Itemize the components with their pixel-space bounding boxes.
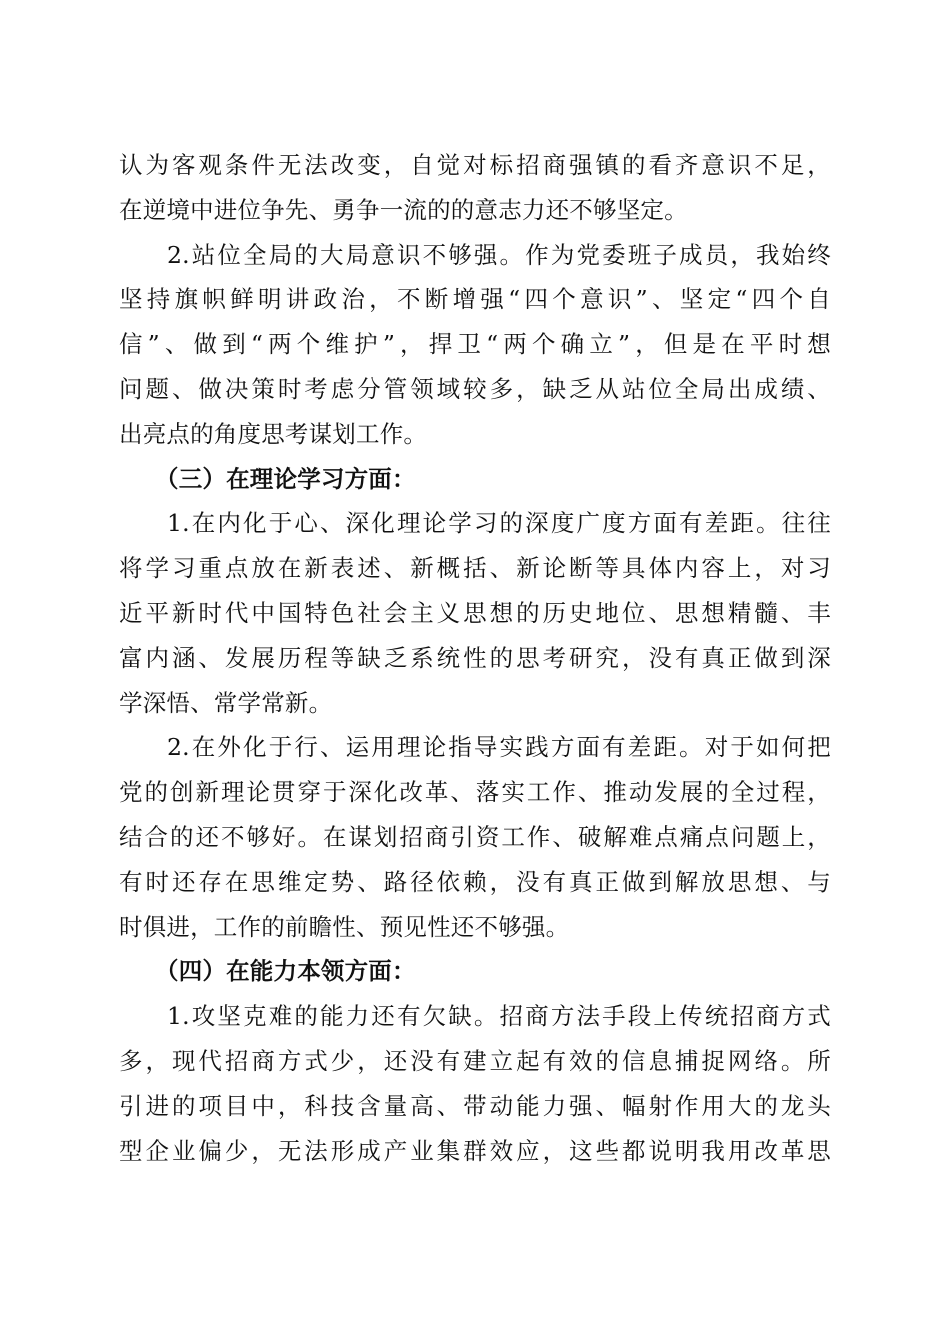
text-line: 富内涵、发展历程等缺乏系统性的思考研究，没有真正做到深 [119,643,831,672]
text-line: 多，现代招商方式少，还没有建立起有效的信息捕捉网络。所 [119,1046,831,1075]
text-line: 党的创新理论贯穿于深化改革、落实工作、推动发展的全过程， [119,778,831,807]
text-line: 在逆境中进位争先、勇争一流的的意志力还不够坚定。 [119,195,688,224]
paragraph-start-line: 2.在外化于行、运用理论指导实践方面有差距。对于如何把 [167,733,831,762]
text-line: 认为客观条件无法改变，自觉对标招商强镇的看齐意识不足， [119,151,831,179]
paragraph-start-line: 1.在内化于心、深化理论学习的深度广度方面有差距。往往 [167,509,831,538]
text-line: 坚持旗帜鲜明讲政治，不断增强“四个意识”、坚定“四个自 [119,285,831,314]
text-line: 信”、做到“两个维护”，捍卫“两个确立”，但是在平时想 [119,330,831,359]
text-line: 结合的还不够好。在谋划招商引资工作、破解难点痛点问题上， [119,822,831,851]
paragraph-start-line: 2.站位全局的大局意识不够强。作为党委班子成员，我始终 [167,240,831,269]
text-line: 型企业偏少，无法形成产业集群效应，这些都说明我用改革思 [119,1136,831,1165]
text-line: 近平新时代中国特色社会主义思想的历史地位、思想精髓、丰 [119,598,831,627]
text-line: 有时还存在思维定势、路径依赖，没有真正做到解放思想、与 [119,867,831,896]
text-line: 出亮点的角度思考谋划工作。 [119,419,428,448]
document-page [119,143,831,1173]
section-heading: （三）在理论学习方面： [155,464,416,493]
text-line: 问题、做决策时考虑分管领域较多，缺乏从站位全局出成绩、 [119,374,831,403]
section-heading: （四）在能力本领方面： [155,957,416,986]
text-line: 引进的项目中，科技含量高、带动能力强、幅射作用大的龙头 [119,1091,831,1120]
paragraph-start-line: 1.攻坚克难的能力还有欠缺。招商方法手段上传统招商方式 [167,1002,831,1031]
text-line: 将学习重点放在新表述、新概括、新论断等具体内容上，对习 [119,554,831,583]
text-line: 学深悟、常学常新。 [119,688,333,717]
text-line: 时俱进，工作的前瞻性、预见性还不够强。 [119,912,570,941]
